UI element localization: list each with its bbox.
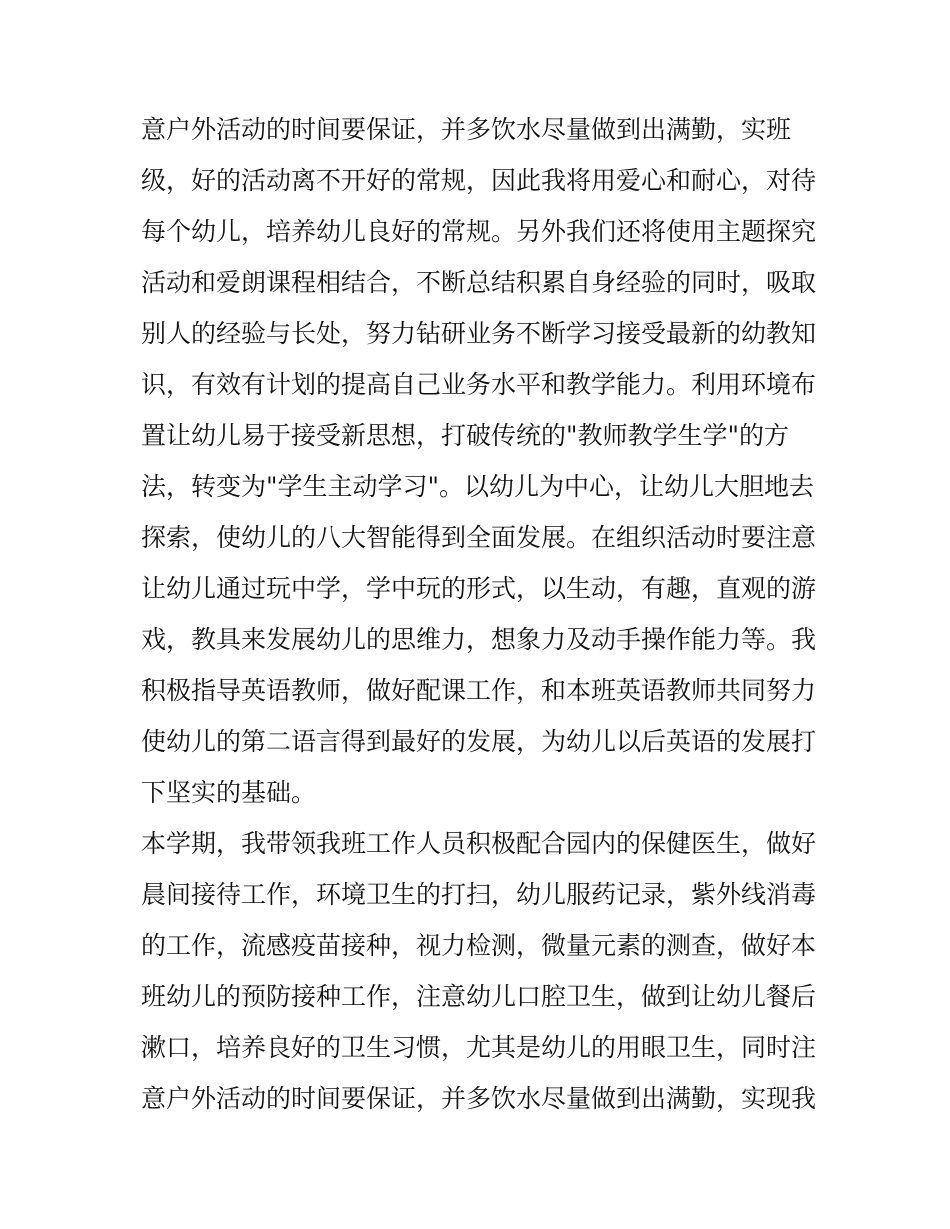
text-line-17: 的工作，流感疫苗接种，视力检测，微量元素的测查，做好本 <box>141 931 817 960</box>
text-line-19: 漱口，培养良好的卫生习惯，尤其是幼儿的用眼卫生，同时注 <box>141 1033 817 1062</box>
text-line-16: 晨间接待工作，环境卫生的打扫，幼儿服药记录，紫外线消毒 <box>141 880 817 909</box>
text-line-7: 置让幼儿易于接受新思想，打破传统的"教师教学生学"的方 <box>141 421 790 450</box>
text-line-11: 戏，教具来发展幼儿的思维力，想象力及动手操作能力等。我 <box>141 625 817 654</box>
text-line-13: 使幼儿的第二语言得到最好的发展，为幼儿以后英语的发展打 <box>141 727 817 756</box>
text-line-4: 活动和爱朗课程相结合，不断总结积累自身经验的同时，吸取 <box>141 268 817 297</box>
text-line-12: 积极指导英语教师，做好配课工作，和本班英语教师共同努力 <box>141 676 817 705</box>
text-line-14: 下坚实的基础。 <box>141 778 317 807</box>
text-line-6: 识，有效有计划的提高自己业务水平和教学能力。利用环境布 <box>141 370 817 399</box>
text-line-5: 别人的经验与长处，努力钻研业务不断学习接受最新的幼教知 <box>141 319 817 348</box>
text-line-3: 每个幼儿，培养幼儿良好的常规。另外我们还将使用主题探究 <box>141 217 817 246</box>
text-line-1: 意户外活动的时间要保证，并多饮水尽量做到出满勤，实班 <box>141 115 792 144</box>
text-line-10: 让幼儿通过玩中学，学中玩的形式，以生动，有趣，直观的游 <box>141 574 817 603</box>
text-line-2: 级，好的活动离不开好的常规，因此我将用爱心和耐心，对待 <box>141 166 817 195</box>
text-line-9: 探索，使幼儿的八大智能得到全面发展。在组织活动时要注意 <box>141 523 817 552</box>
body-text <box>141 104 821 1124</box>
text-line-15: 本学期，我带领我班工作人员积极配合园内的保健医生，做好 <box>141 829 817 858</box>
text-line-20: 意户外活动的时间要保证，并多饮水尽量做到出满勤，实现我 <box>141 1084 817 1113</box>
text-line-8: 法，转变为"学生主动学习"。以幼儿为中心，让幼儿大胆地去 <box>141 472 815 501</box>
text-line-18: 班幼儿的预防接种工作，注意幼儿口腔卫生，做到让幼儿餐后 <box>141 982 817 1011</box>
